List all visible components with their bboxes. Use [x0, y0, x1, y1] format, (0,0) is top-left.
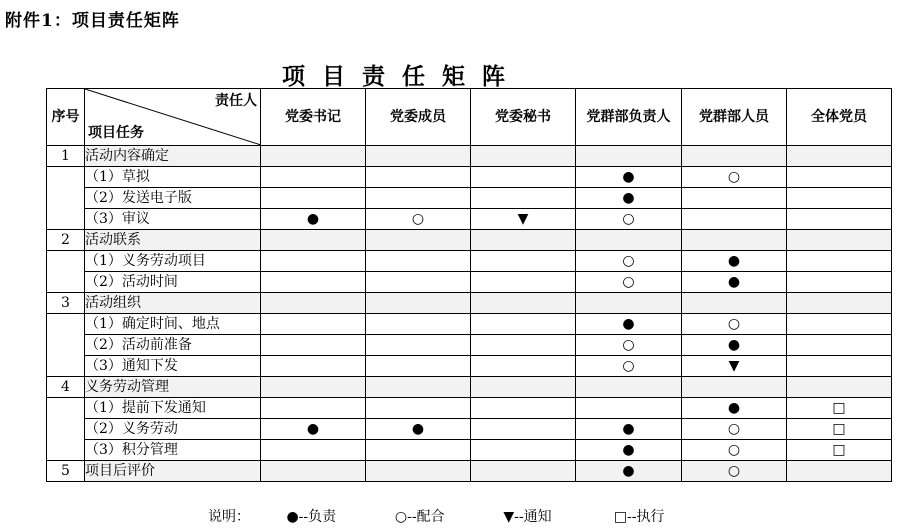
responsibility-mark: ●	[576, 461, 682, 482]
task-label: （3）积分管理	[85, 440, 261, 461]
row-number: 3	[47, 293, 85, 314]
row-number: 5	[47, 461, 85, 482]
row-number	[47, 356, 85, 377]
row-number	[47, 314, 85, 335]
responsibility-mark: ○	[682, 440, 787, 461]
diagonal-header-cell	[85, 89, 261, 146]
seq-header: 序号	[47, 89, 85, 146]
responsibility-mark: □	[787, 440, 892, 461]
responsibility-mark	[787, 188, 892, 209]
matrix-title: 项目责任矩阵	[282, 63, 522, 90]
responsibility-mark	[366, 398, 471, 419]
row-number	[47, 398, 85, 419]
responsibility-mark	[787, 167, 892, 188]
responsibility-mark	[787, 461, 892, 482]
responsibility-mark: ▼	[682, 356, 787, 377]
responsibility-mark: □	[787, 419, 892, 440]
task-row	[47, 419, 892, 440]
responsibility-mark	[471, 377, 576, 398]
task-label: （2）义务劳动	[85, 419, 261, 440]
responsibility-mark: ○	[576, 251, 682, 272]
role-header-dept-staff: 党群部人员	[682, 89, 787, 146]
responsibility-mark	[787, 356, 892, 377]
responsibility-mark	[787, 272, 892, 293]
responsibility-mark	[366, 461, 471, 482]
section-row	[47, 293, 892, 314]
responsibility-mark	[261, 398, 366, 419]
responsibility-mark	[261, 188, 366, 209]
row-number: 1	[47, 146, 85, 167]
header-row	[47, 89, 892, 146]
task-label: （3）审议	[85, 209, 261, 230]
row-number	[47, 251, 85, 272]
role-header-dept-head: 党群部负责人	[576, 89, 682, 146]
responsibility-mark	[261, 146, 366, 167]
responsibility-mark: ○	[576, 272, 682, 293]
task-row	[47, 209, 892, 230]
responsibility-mark: ●	[261, 419, 366, 440]
responsibility-mark: ○	[682, 461, 787, 482]
row-number	[47, 419, 85, 440]
responsibility-mark: ●	[576, 167, 682, 188]
row-number	[47, 440, 85, 461]
task-label: （3）通知下发	[85, 356, 261, 377]
task-label: （1）确定时间、地点	[85, 314, 261, 335]
responsibility-mark	[261, 272, 366, 293]
responsibility-mark	[261, 314, 366, 335]
legend	[208, 506, 665, 526]
task-row	[47, 272, 892, 293]
responsibility-mark: ●	[682, 251, 787, 272]
responsibility-mark	[787, 251, 892, 272]
task-row	[47, 188, 892, 209]
task-row	[47, 251, 892, 272]
responsibility-mark	[471, 314, 576, 335]
responsibility-mark: ●	[576, 188, 682, 209]
role-header-party-secretary: 党委书记	[261, 89, 366, 146]
responsibility-mark	[787, 377, 892, 398]
task-label: （1）草拟	[85, 167, 261, 188]
responsibility-mark	[682, 230, 787, 251]
responsibility-matrix-table	[46, 88, 892, 482]
section-label: 项目后评价	[85, 461, 261, 482]
responsibility-mark	[682, 293, 787, 314]
responsibility-mark	[366, 230, 471, 251]
task-label: （2）发送电子版	[85, 188, 261, 209]
responsibility-mark	[471, 188, 576, 209]
responsibility-mark	[366, 356, 471, 377]
responsibility-mark	[366, 293, 471, 314]
row-number	[47, 272, 85, 293]
responsibility-mark	[366, 272, 471, 293]
role-header-committee-clerk: 党委秘书	[471, 89, 576, 146]
responsibility-mark	[787, 293, 892, 314]
responsibility-mark	[576, 146, 682, 167]
responsibility-mark	[366, 167, 471, 188]
row-number	[47, 188, 85, 209]
responsibility-mark	[471, 272, 576, 293]
responsibility-mark: ●	[576, 314, 682, 335]
row-number	[47, 209, 85, 230]
responsibility-mark	[576, 293, 682, 314]
responsibility-mark	[261, 461, 366, 482]
section-label: 活动联系	[85, 230, 261, 251]
responsibility-mark	[682, 209, 787, 230]
responsibility-mark: ●	[682, 335, 787, 356]
role-header-committee-member: 党委成员	[366, 89, 471, 146]
responsibility-mark	[471, 230, 576, 251]
responsibility-mark	[261, 377, 366, 398]
responsibility-mark	[471, 293, 576, 314]
responsibility-mark	[576, 230, 682, 251]
role-header-all-members: 全体党员	[787, 89, 892, 146]
responsibility-mark	[471, 461, 576, 482]
responsibility-mark	[366, 335, 471, 356]
responsibility-mark	[787, 314, 892, 335]
responsibility-mark	[787, 209, 892, 230]
responsibility-mark: ○	[576, 335, 682, 356]
responsibility-mark	[787, 230, 892, 251]
responsibility-mark	[787, 335, 892, 356]
responsibility-mark	[366, 440, 471, 461]
task-row	[47, 356, 892, 377]
row-number: 2	[47, 230, 85, 251]
responsibility-mark	[366, 188, 471, 209]
row-number	[47, 335, 85, 356]
row-number	[47, 167, 85, 188]
responsibility-mark	[471, 419, 576, 440]
section-row	[47, 461, 892, 482]
responsibility-mark: ○	[682, 167, 787, 188]
task-row	[47, 398, 892, 419]
task-label: （1）提前下发通知	[85, 398, 261, 419]
responsibility-mark	[261, 293, 366, 314]
task-row	[47, 167, 892, 188]
responsibility-mark: □	[787, 398, 892, 419]
responsibility-mark	[471, 356, 576, 377]
task-label: （1）义务劳动项目	[85, 251, 261, 272]
responsibility-mark	[682, 146, 787, 167]
section-label: 义务劳动管理	[85, 377, 261, 398]
responsibility-mark	[261, 356, 366, 377]
responsibility-mark	[471, 398, 576, 419]
task-label: （2）活动前准备	[85, 335, 261, 356]
responsibility-mark	[261, 335, 366, 356]
responsibility-mark: ●	[682, 272, 787, 293]
responsibility-mark	[471, 251, 576, 272]
legend-item-cooperate: ○--配合	[394, 509, 445, 525]
legend-item-notify: ▼--通知	[503, 509, 552, 525]
responsibility-mark	[682, 377, 787, 398]
responsibility-mark: ▼	[471, 209, 576, 230]
responsibility-mark	[261, 251, 366, 272]
responsibility-mark	[366, 314, 471, 335]
responsible-person-header: 责任人	[215, 93, 257, 109]
section-label: 活动内容确定	[85, 146, 261, 167]
responsibility-mark: ○	[576, 356, 682, 377]
responsibility-mark	[261, 230, 366, 251]
responsibility-mark	[576, 377, 682, 398]
responsibility-mark	[471, 167, 576, 188]
task-row	[47, 440, 892, 461]
task-row	[47, 314, 892, 335]
responsibility-mark: ●	[261, 209, 366, 230]
responsibility-mark: ●	[576, 440, 682, 461]
section-row	[47, 146, 892, 167]
attachment-title: 附件1：项目责任矩阵	[5, 11, 180, 31]
responsibility-mark	[471, 335, 576, 356]
responsibility-mark	[366, 377, 471, 398]
responsibility-mark	[682, 188, 787, 209]
section-row	[47, 377, 892, 398]
legend-label: 说明：	[208, 509, 250, 525]
project-task-header: 项目任务	[88, 125, 144, 141]
responsibility-mark	[261, 440, 366, 461]
legend-item-execute: □--执行	[613, 509, 665, 525]
responsibility-mark	[576, 398, 682, 419]
section-row	[47, 230, 892, 251]
responsibility-mark	[366, 251, 471, 272]
responsibility-mark: ●	[682, 398, 787, 419]
responsibility-mark	[471, 440, 576, 461]
responsibility-mark	[261, 167, 366, 188]
legend-item-responsible: ●--负责	[286, 509, 337, 525]
responsibility-mark: ●	[576, 419, 682, 440]
responsibility-mark: ○	[576, 209, 682, 230]
responsibility-mark: ○	[682, 419, 787, 440]
responsibility-mark: ○	[682, 314, 787, 335]
responsibility-mark: ●	[366, 419, 471, 440]
responsibility-mark: ○	[366, 209, 471, 230]
task-label: （2）活动时间	[85, 272, 261, 293]
section-label: 活动组织	[85, 293, 261, 314]
responsibility-mark	[787, 146, 892, 167]
task-row	[47, 335, 892, 356]
responsibility-mark	[471, 146, 576, 167]
row-number: 4	[47, 377, 85, 398]
responsibility-mark	[366, 146, 471, 167]
